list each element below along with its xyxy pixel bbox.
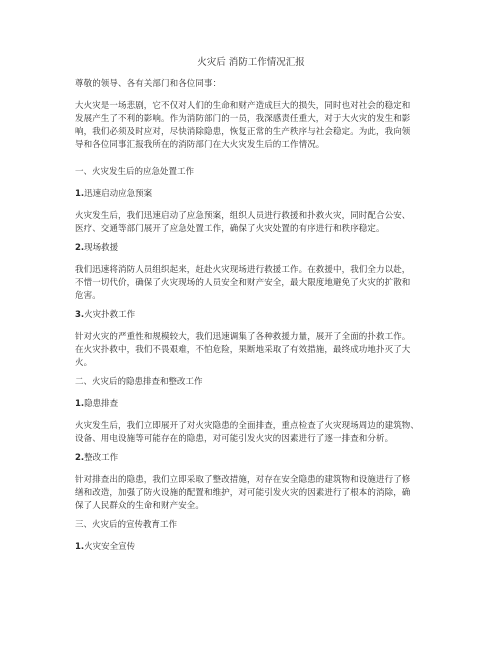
text-line: 针对火灾的严重性和规模较大，我们迅速调集了各种救援力量，展开了全面的扑救工作。 (75, 332, 411, 342)
text-line: 火灾发生后，我们立即展开了对火灾隐患的全面排查，重点检查了火灾现场周边的建筑物、 (75, 421, 420, 431)
subheading-1-1 (75, 188, 152, 201)
text-line: 我们迅速将消防人员组织起来，赶赴火灾现场进行救援工作。在救援中，我们全力以赴， (75, 265, 411, 275)
text-line: 导和各位同事汇报我所在的消防部门在大火灾发生后的工作情况。 (75, 140, 325, 150)
subheading-label: 火灾安全宣传 (84, 542, 136, 552)
text-line: 设备、用电设施等可能存在的隐患，对可能引发火灾的因素进行了逐一排查和分析。 (75, 434, 394, 444)
paragraph-1-1 (75, 210, 435, 236)
subheading-label: 整改工作 (84, 453, 119, 463)
subheading-1-2 (75, 242, 118, 255)
text-line: 医疗、交通等部门展开了应急处置工作，确保了火灾处置的有序进行和秩序稳定。 (75, 224, 385, 234)
paragraph-1-2 (75, 264, 435, 303)
text-line: 发展产生了不利的影响。作为消防部门的一员，我深感责任重大，对于大火灾的发生和影 (75, 114, 411, 124)
subheading-number: 3. (75, 310, 85, 320)
intro-paragraph (75, 100, 435, 152)
text-line: 响，我们必须及时应对，尽快消除隐患，恢复正常的生产秩序与社会稳定。为此，我向领 (75, 127, 411, 137)
section-heading-1: 一、火灾发生后的应急处置工作 (75, 167, 195, 177)
text-line: 保了人民群众的生命和财产安全。 (75, 501, 205, 511)
paragraph-1-3 (75, 331, 435, 370)
subheading-label: 现场救援 (84, 243, 119, 253)
text-line: 大火灾是一场悲剧，它不仅对人们的生命和财产造成巨大的损失，同时也对社会的稳定和 (75, 101, 411, 111)
text-line: 缮和改造，加强了防火设施的配置和维护，对可能引发火灾的因素进行了根本的消除，确 (75, 488, 411, 498)
subheading-label: 火灾扑救工作 (84, 310, 136, 320)
subheading-2-2 (75, 452, 118, 465)
subheading-label: 迅速启动应急预案 (84, 189, 153, 199)
text-line: 在火灾扑救中，我们不畏艰难，不怕危险，果断地采取了有效措施，最终成功地扑灭了大 (75, 345, 411, 355)
section-heading-3: 三、火灾后的宣传教育工作 (75, 520, 178, 530)
subheading-label: 隐患排查 (84, 399, 119, 409)
salutation: 尊敬的领导、各有关部门和各位同事： (75, 79, 222, 89)
section-heading-2: 二、火灾后的隐患排查和整改工作 (75, 377, 203, 387)
subheading-number: 1. (75, 189, 85, 199)
document-title: 火灾后 消防工作情况汇报 (197, 57, 305, 68)
subheading-number: 2. (75, 453, 85, 463)
text-line: 火。 (75, 358, 93, 368)
subheading-number: 2. (75, 243, 85, 253)
subheading-3-1 (75, 541, 135, 554)
subheading-1-3 (75, 309, 135, 322)
text-line: 火灾发生后，我们迅速启动了应急预案，组织人员进行救援和扑救火灾，同时配合公安、 (75, 211, 411, 221)
subheading-2-1 (75, 398, 118, 411)
paragraph-2-1 (75, 420, 435, 446)
paragraph-2-2 (75, 474, 435, 513)
text-line: 危害。 (75, 291, 101, 301)
subheading-number: 1. (75, 542, 85, 552)
text-line: 不惜一切代价，确保了火灾现场的人员安全和财产安全，最大限度地避免了火灾的扩散和 (75, 278, 411, 288)
text-line: 针对排查出的隐患，我们立即采取了整改措施，对存在安全隐患的建筑物和设施进行了修 (75, 475, 411, 485)
subheading-number: 1. (75, 399, 85, 409)
